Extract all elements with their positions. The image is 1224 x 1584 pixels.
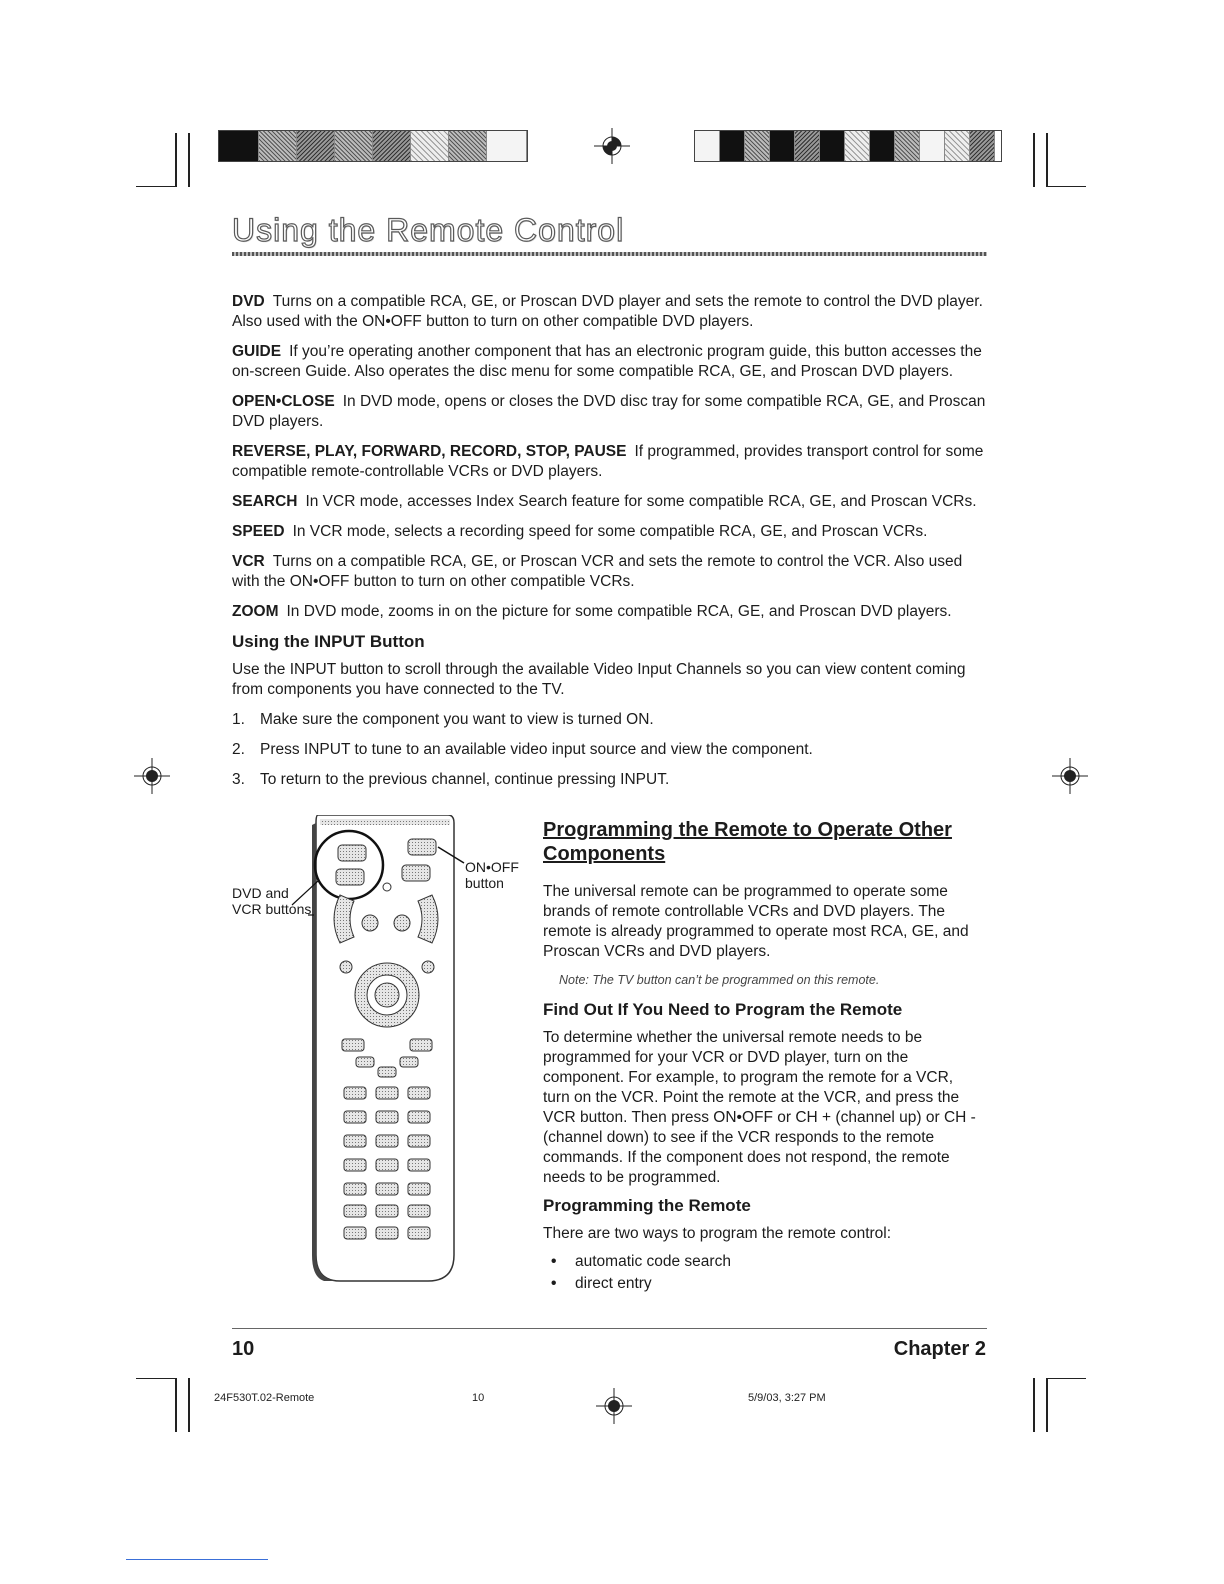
color-bar-right	[694, 130, 1002, 162]
input-section-intro: Use the INPUT button to scroll through the available Video Input Channels so you can view content coming from components you have connected to the TV.	[232, 661, 966, 698]
callout-line: VCR buttons	[232, 901, 312, 917]
list-item	[551, 1252, 983, 1272]
programming-intro: The universal remote can be programmed to operate some brands of remote controllable VCRs and DVD players. The remote is already programmed to operate most RCA, GE, and Proscan VCRs and DVD players.	[543, 883, 969, 960]
list-item	[232, 770, 992, 790]
registration-mark-right	[1052, 758, 1088, 794]
definition-open-close	[232, 392, 992, 432]
definition-text: In DVD mode, opens or closes the DVD disc tray for some compatible RCA, GE, and Proscan DVD players.	[232, 393, 986, 430]
list-item	[232, 710, 992, 730]
programming-remote-text: There are two ways to program the remote control:	[543, 1225, 892, 1242]
step-number: 3.	[232, 771, 245, 788]
programming-methods	[543, 1252, 983, 1294]
definition-text: In VCR mode, accesses Index Search feature for some compatible RCA, GE, and Proscan VCRs.	[305, 493, 977, 510]
definition-term: VCR	[232, 553, 265, 570]
find-out-heading: Find Out If You Need to Program the Remote	[543, 1000, 903, 1019]
programming-heading: Programming the Remote to Operate Other Components	[543, 819, 952, 865]
method-text: direct entry	[575, 1275, 652, 1292]
registration-mark-left	[134, 758, 170, 794]
title-rule	[232, 252, 987, 256]
definition-vcr	[232, 552, 992, 592]
input-section-heading: Using the INPUT Button	[232, 632, 425, 651]
callout-on-off-button	[465, 859, 519, 891]
step-number: 2.	[232, 741, 245, 758]
definition-text: If you’re operating another component that has an electronic program guide, this button accesses the on-screen Guide. Also operates the disc menu for some compatible RCA, GE, and Proscan DVD players.	[232, 343, 982, 380]
list-item	[551, 1274, 983, 1294]
programming-remote-heading: Programming the Remote	[543, 1196, 751, 1215]
definition-text: In VCR mode, selects a recording speed for some compatible RCA, GE, and Proscan VCRs.	[292, 523, 928, 540]
color-bar-left	[218, 130, 528, 162]
input-steps	[232, 710, 992, 790]
definition-text: In DVD mode, zooms in on the picture for some compatible RCA, GE, and Proscan DVD players.	[286, 603, 952, 620]
page-number: 10	[232, 1338, 255, 1360]
definition-term: GUIDE	[232, 343, 282, 360]
definition-term: OPEN•CLOSE	[232, 393, 335, 410]
definition-term: SEARCH	[232, 493, 298, 510]
callout-dvd-vcr-buttons	[232, 885, 311, 917]
definition-term: ZOOM	[232, 603, 279, 620]
slug-filename: 24F530T.02-Remote	[214, 1392, 315, 1404]
definition-guide	[232, 342, 992, 382]
programming-section	[543, 818, 983, 1296]
slug-page: 10	[472, 1392, 485, 1404]
definition-search	[232, 492, 992, 512]
callout-line: ON•OFF	[465, 859, 519, 875]
definition-dvd	[232, 292, 992, 332]
bottom-link-underline	[126, 1559, 268, 1560]
definition-speed	[232, 522, 992, 542]
bullet: •	[551, 1253, 557, 1270]
step-text: Press INPUT to tune to an available video input source and view the component.	[260, 741, 813, 758]
definition-term: REVERSE, PLAY, FORWARD, RECORD, STOP, PAUSE	[232, 443, 627, 460]
definition-term: DVD	[232, 293, 265, 310]
step-text: Make sure the component you want to view is turned ON.	[260, 711, 654, 728]
slug-date: 5/9/03, 3:27 PM	[748, 1392, 826, 1404]
definition-text: Turns on a compatible RCA, GE, or Proscan DVD player and sets the remote to control the DVD player. Also used with the ON•OFF button to turn on other compatible DVD players.	[232, 293, 983, 330]
method-text: automatic code search	[575, 1253, 731, 1270]
footer-rule	[232, 1328, 987, 1329]
programming-note: Note: The TV button can’t be programmed on this remote.	[559, 973, 880, 987]
step-text: To return to the previous channel, continue pressing INPUT.	[260, 771, 670, 788]
remote-illustration	[232, 815, 532, 1285]
definition-text: Turns on a compatible RCA, GE, or Proscan VCR and sets the remote to control the VCR. Also used with the ON•OFF button to turn on other compatible VCRs.	[232, 553, 963, 590]
list-item	[232, 740, 992, 760]
registration-mark-top	[594, 128, 630, 164]
definition-text: If programmed, provides transport control for some compatible remote-controllable VCRs or DVD players.	[232, 443, 984, 480]
definition-term: SPEED	[232, 523, 285, 540]
page-title: Using the Remote Control	[232, 212, 625, 248]
bullet: •	[551, 1275, 557, 1292]
registration-mark-bottom	[596, 1388, 632, 1424]
definition-zoom	[232, 602, 992, 622]
button-definitions	[232, 292, 992, 800]
callout-line: button	[465, 875, 504, 891]
step-number: 1.	[232, 711, 245, 728]
chapter-label: Chapter 2	[893, 1338, 986, 1360]
find-out-text: To determine whether the universal remote needs to be programmed for your VCR or DVD player, turn on the component. For example, to program the remote for a VCR, turn on the VCR. Point the remote at the VCR, and press the VCR button. Then press ON•OFF or CH + (channel up) or CH - (channel down) to see if the VCR responds to the remote commands. If the component does not respond, the remote needs to be programmed.	[543, 1029, 976, 1186]
definition-transport	[232, 442, 992, 482]
callout-line: DVD and	[232, 885, 289, 901]
